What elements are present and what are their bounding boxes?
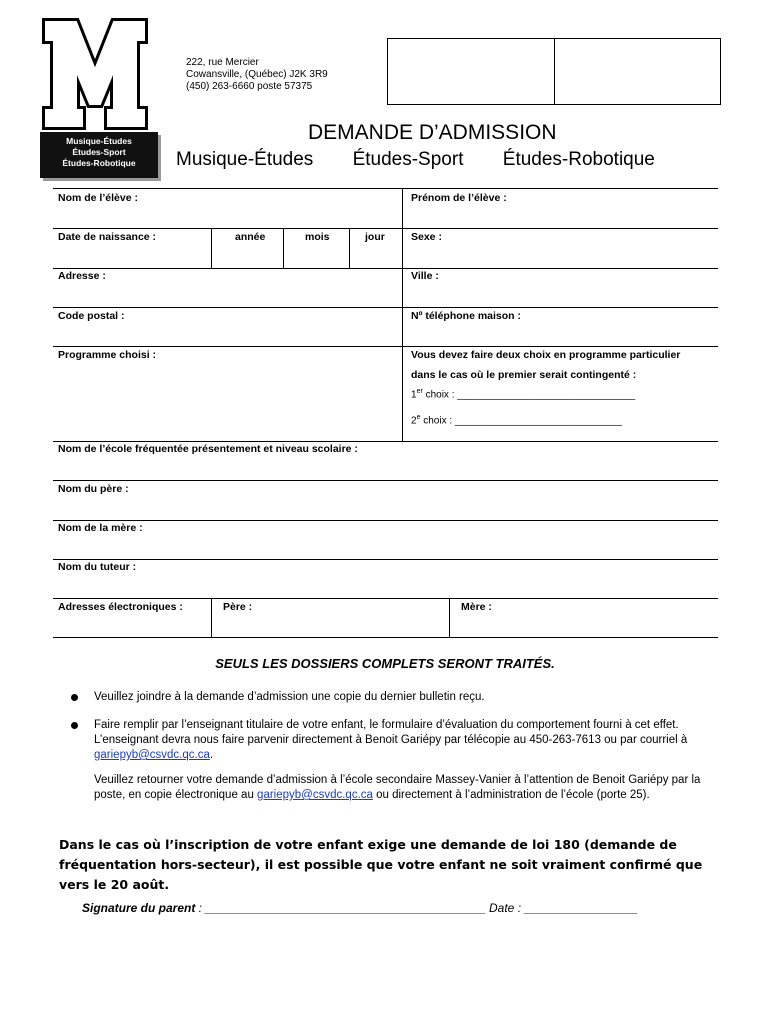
choice-instructions-1: Vous devez faire deux choix en programme particulier	[411, 349, 681, 361]
bullet-report-card: Veuillez joindre à la demande d’admission une copie du dernier bulletin reçu.	[94, 691, 485, 703]
complete-files-notice: SEULS LES DOSSIERS COMPLETS SERONT TRAITÉS.	[215, 656, 555, 671]
program-badge	[40, 132, 158, 178]
signature-blank: : __________________________________________	[195, 901, 486, 915]
day-label: jour	[365, 231, 385, 243]
address-label: Adresse :	[58, 270, 106, 282]
program-list	[176, 149, 655, 171]
date-blank: : _________________	[514, 901, 638, 915]
second-choice-sup: e	[416, 414, 421, 421]
father-email-label: Père :	[223, 601, 253, 613]
date-label: Date	[489, 901, 515, 915]
first-choice-line	[411, 388, 635, 400]
loi-180-notice: Dans le cas où l’inscription de votre enfant exige une demande de loi 180 (demande de fréquentation hors-secteur), il est possible que votre enfant ne soit vraiment confirmé que vers le 20 août.	[59, 837, 703, 892]
signature-line	[82, 901, 638, 915]
phone-label: Nº téléphone maison :	[411, 310, 522, 322]
first-choice-text: choix : ________________________________	[422, 389, 636, 401]
bullet-icon	[71, 694, 78, 701]
emails-label: Adresses électroniques :	[58, 601, 183, 613]
postal-code-label: Code postal :	[58, 310, 125, 322]
bullet-icon	[71, 722, 78, 729]
program-sport: Études-Sport	[352, 149, 464, 170]
mother-name-label: Nom de la mère :	[58, 522, 143, 534]
school-logo-m	[42, 18, 148, 130]
tutor-name-label: Nom du tuteur :	[58, 561, 137, 573]
second-choice-line	[411, 414, 622, 426]
address-line: 222, rue Mercier	[186, 57, 259, 68]
office-use-boxes	[387, 38, 721, 105]
badge-line: Études-Sport	[72, 147, 126, 157]
year-label: année	[235, 231, 266, 243]
second-choice-num: 2	[411, 415, 417, 427]
signature-label: Signature du parent	[82, 901, 196, 915]
badge-line: Études-Robotique	[62, 158, 136, 168]
bullet-evaluation-text: Faire remplir par l’enseignant titulaire de votre enfant, le formulaire d’évaluation du comportement fourni à cet effet. L’enseignant devra nous faire parvenir directement à Benoit Gariépy par télécopie au 450-263-7613 ou par courriel à	[94, 719, 688, 746]
office-box-right	[555, 39, 721, 104]
badge-line: Musique-Études	[66, 136, 132, 146]
office-box-left	[388, 39, 555, 104]
return-text-a: Veuillez retourner votre demande d’admission à l’école secondaire Massey-Vanier à l’attention de Benoit Gariépy par la poste, en copie électronique au	[94, 774, 701, 801]
school-address	[186, 57, 328, 93]
mother-email-label: Mère :	[461, 601, 492, 613]
page-title: DEMANDE D’ADMISSION	[308, 121, 557, 144]
program-robotique: Études-Robotique	[502, 149, 655, 170]
city-label: Ville :	[411, 270, 439, 282]
program-chosen-label: Programme choisi :	[58, 349, 157, 361]
first-choice-num: 1	[411, 389, 417, 401]
birth-date-label: Date de naissance :	[58, 231, 157, 243]
second-choice-text: choix : ______________________________	[420, 415, 622, 427]
month-label: mois	[305, 231, 330, 243]
return-text-b: ou directement à l’administration de l’école (porte 25).	[372, 789, 650, 801]
address-line: Cowansville, (Québec) J2K 3R9	[186, 69, 328, 80]
student-first-name-label: Prénom de l’élève :	[411, 192, 507, 204]
first-choice-sup: er	[416, 388, 423, 395]
school-label: Nom de l’école fréquentée présentement et niveau scolaire :	[58, 443, 358, 455]
return-instructions	[94, 773, 704, 803]
bullet-evaluation	[94, 718, 712, 763]
choice-instructions-2: dans le cas où le premier serait contingenté :	[411, 369, 637, 381]
address-line: (450) 263-6660 poste 57375	[186, 81, 313, 92]
email-link[interactable]: gariepyb@csvdc.qc.ca	[94, 749, 210, 761]
father-name-label: Nom du père :	[58, 483, 129, 495]
sex-label: Sexe :	[411, 231, 442, 243]
program-musique: Musique-Études	[176, 149, 314, 170]
student-last-name-label: Nom de l’élève :	[58, 192, 138, 204]
bullet-evaluation-end: .	[209, 749, 214, 761]
email-link[interactable]: gariepyb@csvdc.qc.ca	[257, 789, 373, 801]
